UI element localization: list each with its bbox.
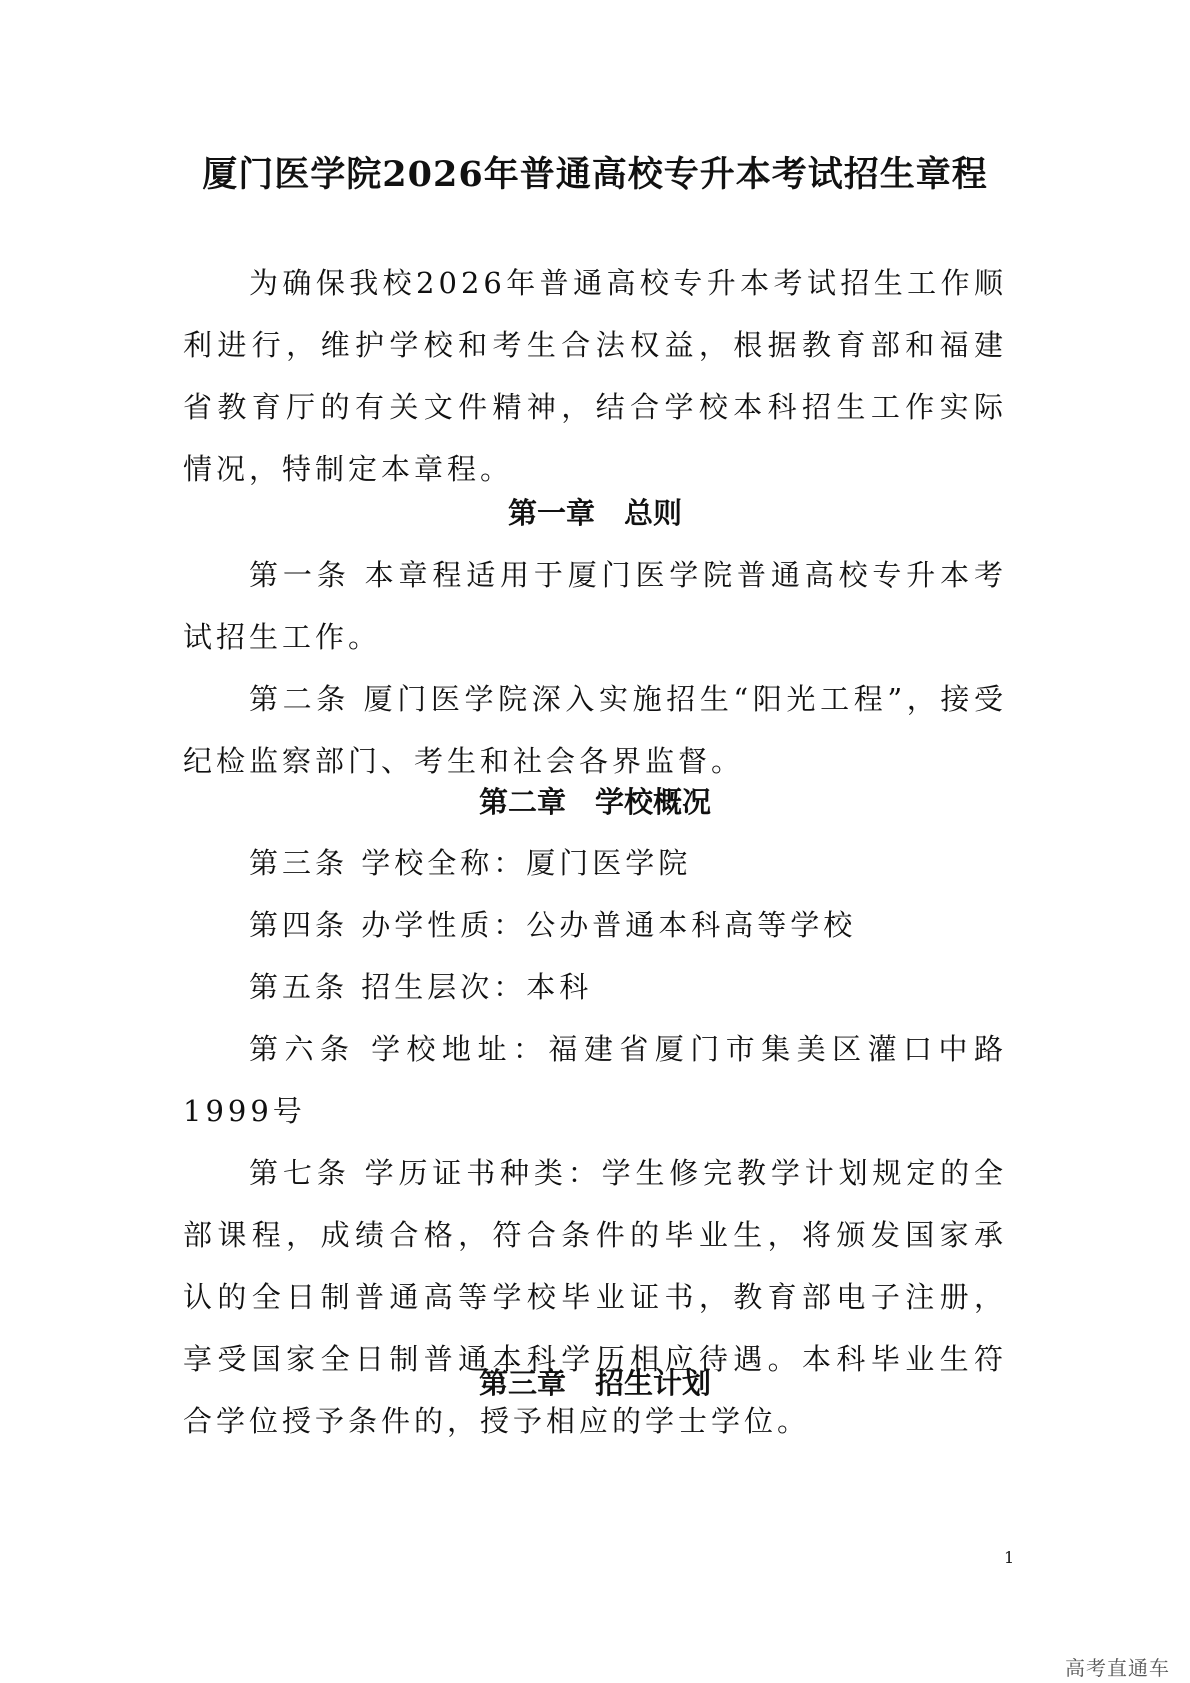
article-5: 第五条 招生层次：本科 xyxy=(249,970,593,1004)
chapter-3-heading: 第三章 招生计划 xyxy=(478,1366,711,1400)
article-4: 第四条 办学性质：公办普通本科高等学校 xyxy=(249,908,857,942)
document-title: 厦门医学院2026年普通高校专升本考试招生章程 xyxy=(202,154,988,195)
chapter-1-body xyxy=(183,544,1007,792)
chapter-1-heading: 第一章 总则 xyxy=(507,496,682,530)
page-number: 1 xyxy=(1004,1548,1015,1567)
article-3: 第三条 学校全称：厦门医学院 xyxy=(249,846,692,880)
intro-paragraph: 为确保我校2026年普通高校专升本考试招生工作顺利进行，维护学校和考生合法权益，根据教育部和福建省教育厅的有关文件精神，结合学校本科招生工作实际情况，特制定本章程。 xyxy=(183,266,1007,486)
article-1: 第一条 本章程适用于厦门医学院普通高校专升本考试招生工作。 xyxy=(183,558,1007,654)
intro-block xyxy=(183,252,1007,500)
article-6: 第六条 学校地址：福建省厦门市集美区灌口中路1999号 xyxy=(183,1032,1007,1128)
source-watermark: 高考直通车 xyxy=(1065,1656,1170,1680)
article-2: 第二条 厦门医学院深入实施招生“阳光工程”，接受纪检监察部门、考生和社会各界监督。 xyxy=(183,682,1007,778)
chapter-2-heading: 第二章 学校概况 xyxy=(478,785,711,819)
article-7: 第七条 学历证书种类：学生修完教学计划规定的全部课程，成绩合格，符合条件的毕业生，将颁发国家承认的全日制普通高等学校毕业证书，教育部电子注册，享受国家全日制普通本科学历相应待遇。本科毕业生符合学位授予条件的，授予相应的学士学位。 xyxy=(183,1156,1007,1438)
